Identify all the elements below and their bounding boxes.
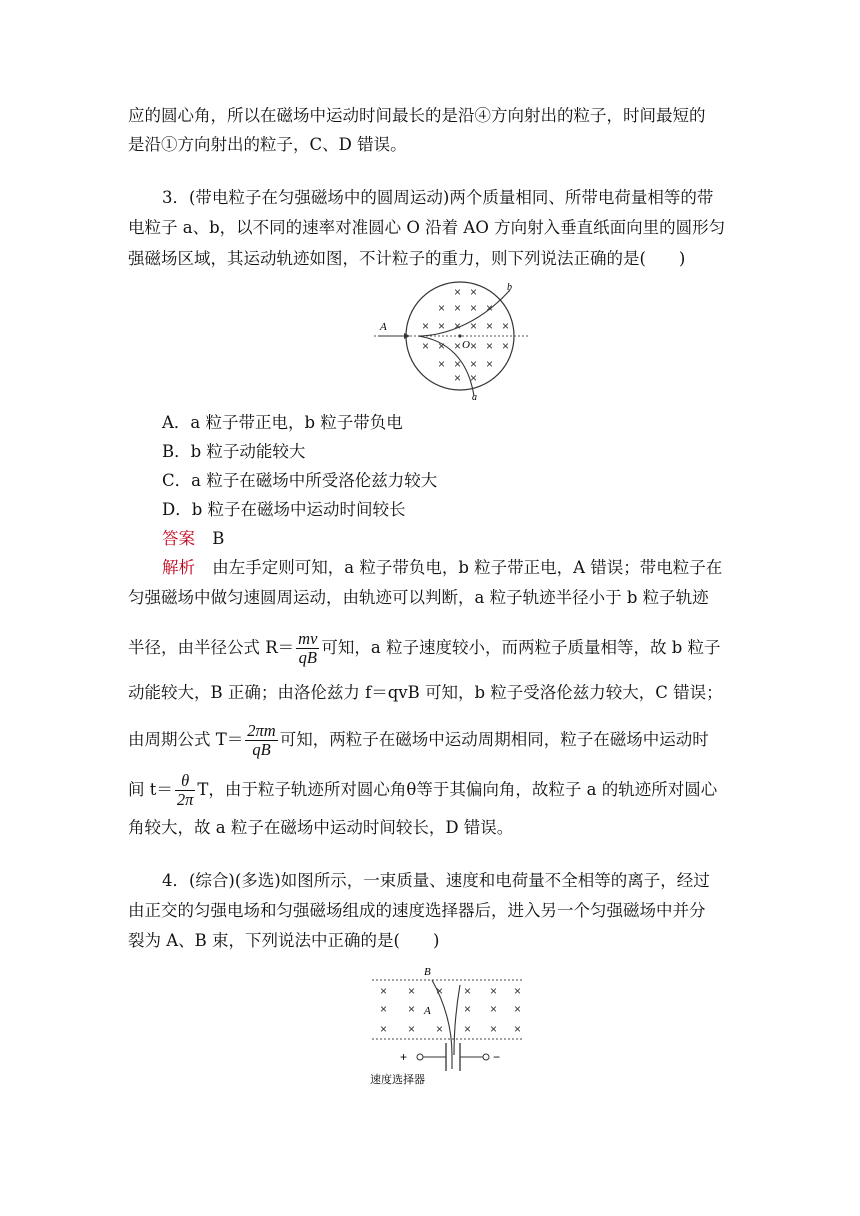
field-cross-icon: × [490, 1002, 498, 1016]
q3-analysis-line-2: 匀强磁场中做匀速圆周运动，由轨迹可以判断，a 粒子轨迹半径小于 b 粒子轨迹 [128, 588, 709, 607]
q3-option-b: B．b 粒子动能较大 [162, 442, 306, 461]
field-cross-icon: × [438, 319, 446, 333]
label-a: a [472, 392, 477, 402]
time-fraction: $\frac{\theta}{2\pi}$ [176, 771, 194, 809]
field-cross-icon: × [514, 1022, 522, 1036]
field-cross-icon: × [454, 339, 462, 353]
field-cross-icon: × [454, 371, 462, 385]
field-cross-icon: × [490, 1022, 498, 1036]
q3-option-a: A．a 粒子带正电，b 粒子带负电 [162, 413, 403, 432]
plus-sign: + [400, 1050, 408, 1064]
q3-analysis-line-7: 角较大，故 a 粒子在磁场中运动时间较长，D 错误。 [128, 818, 514, 837]
q3-stem-line-1: 3．(带电粒子在匀强磁场中的圆周运动)两个质量相同、所带电荷量相等的带 [162, 188, 714, 207]
q4-stem-line-1: 4．(综合)(多选)如图所示，一束质量、速度和电荷量不全相等的离子，经过 [162, 871, 710, 890]
field-cross-icon: × [464, 1002, 472, 1016]
field-cross-icon: × [436, 1022, 444, 1036]
q3-option-d: D．b 粒子在磁场中运动时间较长 [162, 500, 406, 519]
field-cross-icon: × [454, 319, 462, 333]
label-A: A [380, 321, 387, 333]
field-cross-icon: × [408, 1022, 416, 1036]
field-cross-icon: × [438, 339, 446, 353]
q3-option-c: C．a 粒子在磁场中所受洛伦兹力较大 [162, 471, 438, 490]
field-cross-icon: × [470, 357, 478, 371]
field-cross-icon: × [470, 371, 478, 385]
field-cross-icon: × [380, 1022, 388, 1036]
field-cross-icon: × [486, 339, 494, 353]
q3-figure-circular-field [368, 278, 548, 402]
answer-value: B [212, 529, 225, 548]
q4-stem-line-3: 裂为 A、B 束，下列说法中正确的是( ) [128, 931, 440, 950]
field-cross-icon: × [470, 339, 478, 353]
label-B: B [424, 966, 431, 978]
label-O: O [462, 339, 470, 351]
velocity-selector-caption: 速度选择器 [370, 1073, 425, 1086]
analysis-label: 解析 [162, 558, 195, 577]
field-cross-icon: × [380, 984, 388, 998]
center-point [458, 334, 461, 337]
field-cross-icon: × [380, 1002, 388, 1016]
radius-fraction: $\frac{mv}{qB}$ [298, 629, 318, 667]
field-cross-icon: × [408, 1002, 416, 1016]
answer-label: 答案 [162, 529, 195, 548]
field-cross-icon: × [464, 1022, 472, 1036]
q3-answer [162, 525, 224, 553]
field-cross-icon: × [490, 984, 498, 998]
q3-analysis-line-6: 间 t＝ $\frac{\theta}{2\pi}$ T，由于粒子轨迹所对圆心角θ等于其偏向角，故粒子 a 的轨迹所对圆心 [128, 771, 718, 809]
field-cross-icon: × [408, 984, 416, 998]
q3-stem-line-3: 强磁场区域，其运动轨迹如图，不计粒子的重力，则下列说法正确的是( ) [128, 249, 686, 268]
field-cross-icon: × [486, 319, 494, 333]
field-cross-icon: × [454, 301, 462, 315]
beam-A-path [454, 985, 460, 1055]
field-cross-icon: × [464, 984, 472, 998]
field-cross-icon: × [502, 339, 510, 353]
q3-analysis-line-4: 动能较大，B 正确；由洛伦兹力 f＝qvB 可知，b 粒子受洛伦兹力较大，C 错误； [128, 683, 723, 702]
field-cross-icon: × [514, 984, 522, 998]
field-cross-icon: × [438, 301, 446, 315]
field-cross-icon: × [454, 285, 462, 299]
q3-stem-line-2: 电粒子 a、b，以不同的速率对准圆心 O 沿着 AO 方向射入垂直纸面向里的圆形匀 [128, 218, 726, 237]
field-cross-icon: × [422, 319, 430, 333]
label-b: b [507, 282, 512, 293]
field-cross-icon: × [436, 984, 444, 998]
field-cross-icon: × [438, 357, 446, 371]
q3-analysis-line-1: 解析 由左手定则可知，a 粒子带负电，b 粒子带正电，A 错误；带电粒子在 [162, 558, 723, 577]
field-cross-icon: × [486, 357, 494, 371]
field-cross-icon: × [486, 301, 494, 315]
prev-text-line-2: 是沿①方向射出的粒子，C、D 错误。 [128, 135, 407, 154]
field-cross-icon: × [514, 1002, 522, 1016]
minus-sign: − [493, 1050, 501, 1064]
field-cross-icon: × [454, 357, 462, 371]
terminal-negative [483, 1054, 489, 1060]
field-cross-icon: × [470, 301, 478, 315]
arrow-icon [404, 333, 410, 339]
terminal-positive [417, 1054, 423, 1060]
q4-stem-line-2: 由正交的匀强电场和匀强磁场组成的速度选择器后，进入另一个匀强磁场中并分 [128, 901, 706, 920]
field-cross-icon: × [470, 319, 478, 333]
label-A-beam: A [424, 1005, 431, 1017]
field-cross-icon: × [502, 319, 510, 333]
period-fraction: $\frac{2\pi m}{qB}$ [247, 721, 276, 759]
field-cross-icon: × [422, 339, 430, 353]
q4-figure-velocity-selector [362, 963, 534, 1087]
trajectory-b [418, 290, 510, 336]
q3-analysis-line-5: 由周期公式 T＝ $\frac{2\pi m}{qB}$ 可知，两粒子在磁场中运动周期相同，粒子在磁场中运动时 [128, 721, 709, 759]
prev-text-line-1: 应的圆心角，所以在磁场中运动时间最长的是沿④方向射出的粒子，时间最短的 [128, 106, 706, 125]
q3-analysis-line-3: 半径，由半径公式 R＝ $\frac{mv}{qB}$ 可知，a 粒子速度较小，而两粒子质量相等，故 b 粒子 [128, 629, 721, 667]
field-cross-icon: × [470, 285, 478, 299]
